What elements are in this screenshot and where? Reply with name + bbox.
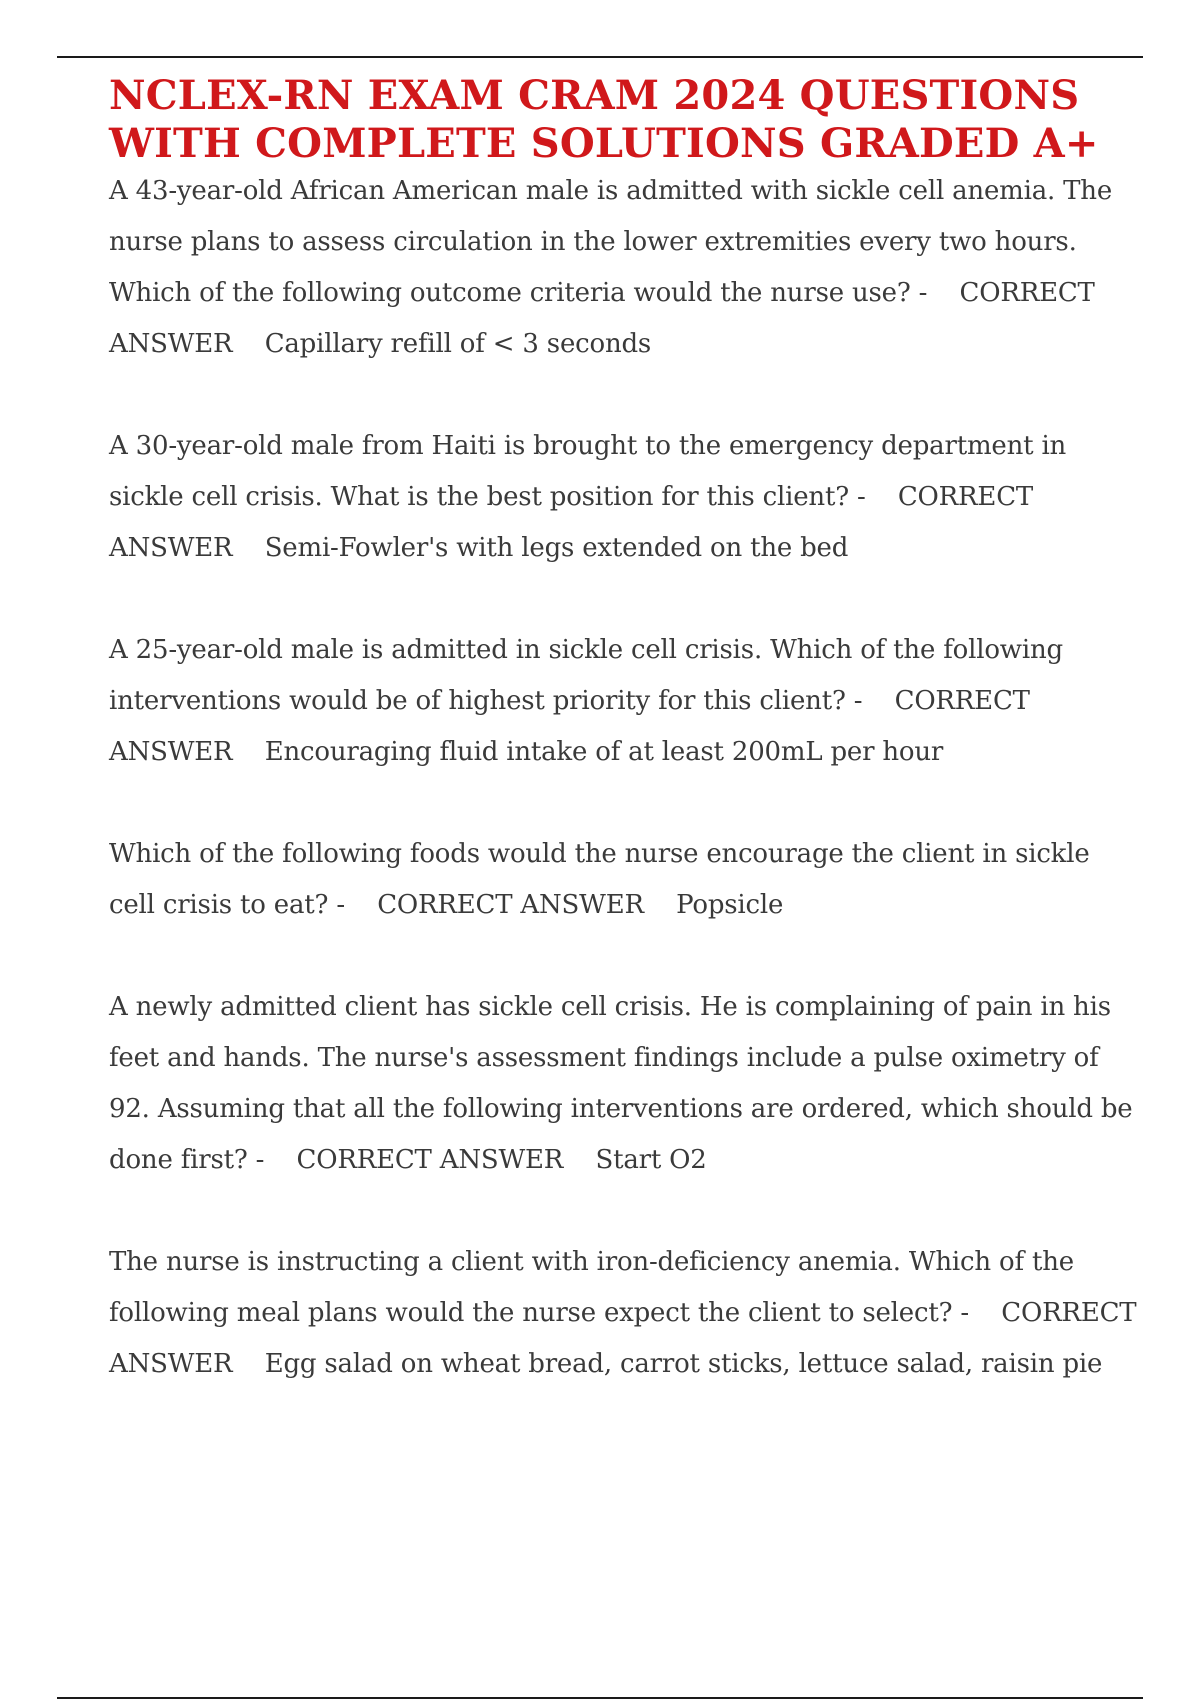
answer-label: CORRECT ANSWER: [109, 686, 1030, 767]
question-text: A 30-year-old male from Haiti is brought to the emergency department in sickle cell crisis. What is the best position for this client? -: [109, 431, 1067, 512]
answer-label: CORRECT ANSWER: [109, 1298, 1137, 1379]
answer-text: Popsicle: [676, 890, 784, 920]
answer-label: CORRECT ANSWER: [109, 482, 1034, 563]
question-text: The nurse is instructing a client with iron-deficiency anemia. Which of the following meal plans would the nurse expect the client to select? -: [109, 1247, 1074, 1328]
answer-text: Encouraging fluid intake of at least 200mL per hour: [264, 737, 944, 767]
qa-item: [109, 421, 1139, 574]
answer-label: CORRECT ANSWER: [377, 890, 644, 920]
answer-label: CORRECT ANSWER: [109, 278, 1095, 359]
top-rule: [57, 56, 1143, 58]
document-title: NCLEX-RN EXAM CRAM 2024 QUESTIONS WITH COMPLETE SOLUTIONS GRADED A+: [109, 72, 1099, 167]
question-text: A 43-year-old African American male is admitted with sickle cell anemia. The nurse plans to assess circulation in the lower extremities every two hours. Which of the following outcome criteria would the nurse use? -: [109, 176, 1113, 308]
bottom-rule: [57, 1697, 1143, 1699]
question-text: A newly admitted client has sickle cell crisis. He is complaining of pain in his feet and hands. The nurse's assessment findings include a pulse oximetry of 92. Assuming that all the following interventions are ordered, which should be done first? -: [109, 992, 1133, 1175]
answer-text: Capillary refill of < 3 seconds: [264, 329, 652, 359]
answer-text: Egg salad on wheat bread, carrot sticks, lettuce salad, raisin pie: [264, 1349, 1103, 1379]
answer-text: Start O2: [595, 1145, 707, 1175]
document-body: [109, 72, 1139, 1390]
question-text: A 25-year-old male is admitted in sickle cell crisis. Which of the following interventions would be of highest priority for this client? -: [109, 635, 1063, 716]
qa-item: [109, 982, 1139, 1186]
question-text: Which of the following foods would the nurse encourage the client in sickle cell crisis to eat? -: [109, 839, 1090, 920]
qa-item: [109, 829, 1139, 931]
qa-item: [109, 166, 1139, 370]
qa-item: [109, 625, 1139, 778]
answer-text: Semi-Fowler's with legs extended on the bed: [264, 533, 849, 563]
qa-item: [109, 1237, 1139, 1390]
answer-label: CORRECT ANSWER: [296, 1145, 564, 1175]
